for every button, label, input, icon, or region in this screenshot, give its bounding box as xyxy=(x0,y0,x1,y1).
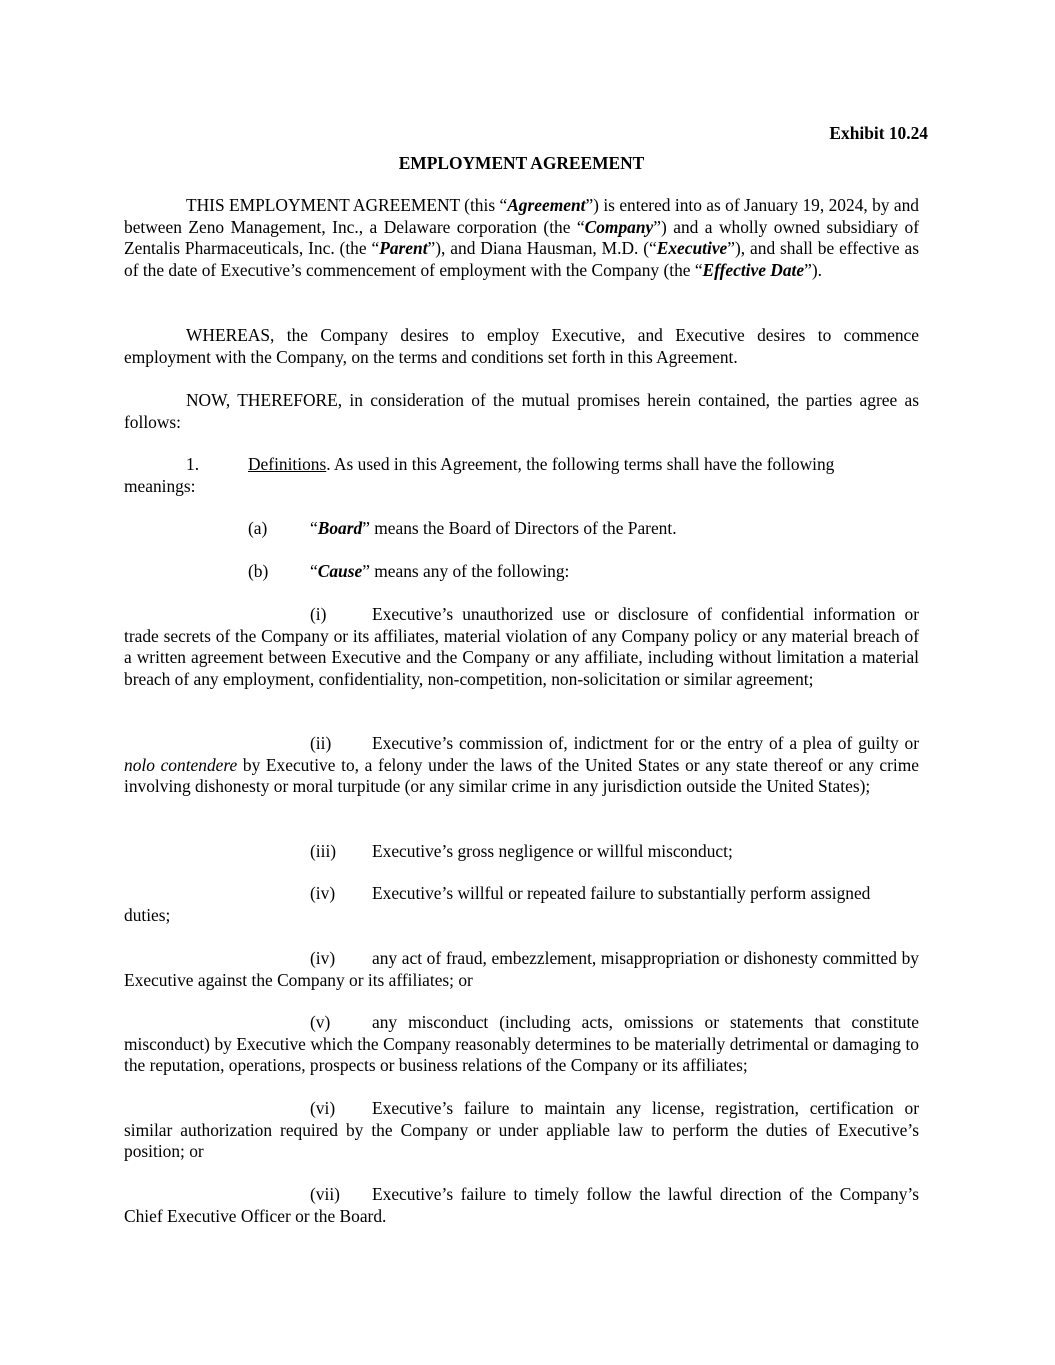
section-1-heading: Definitions xyxy=(248,454,327,474)
intro-text-3: ”) and a wholly owned subsidiary of Zentalis Pharmaceuticals, Inc. (the “ xyxy=(124,216,919,259)
term-board: Board xyxy=(317,518,363,538)
intro-text-5: ”), and shall be effective as of the date of Executive’s commencement of employment with the Company (the “ xyxy=(124,238,919,280)
section-1-text-cont: meanings: xyxy=(124,476,196,496)
def-b xyxy=(310,561,569,583)
def-b-open-quote: “ xyxy=(310,561,318,581)
cause-item-ii xyxy=(124,733,919,798)
cause-item-iv-a-text: Executive’s willful or repeated failure to substantially perform assigned xyxy=(372,883,871,903)
cause-item-iii-number: (iii) xyxy=(310,841,337,861)
cause-item-iv-a-number: (iv) xyxy=(310,883,336,903)
intro-text-6: ”). xyxy=(804,259,822,280)
term-effective-date: Effective Date xyxy=(702,259,805,280)
section-1-heading-line xyxy=(248,454,834,476)
term-cause: Cause xyxy=(317,561,363,581)
cause-item-iv-b-number: (iv) xyxy=(310,948,336,968)
intro-text-4: ”), and Diana Hausman, M.D. (“ xyxy=(427,238,657,259)
cause-item-ii-text-2: by Executive to, a felony under the laws of the United States or any state thereof or any crime involving dishonesty or moral turpitude (or any similar crime in any jurisdiction outside the United States); xyxy=(124,754,919,797)
now-therefore-paragraph: NOW, THEREFORE, in consideration of the mutual promises herein contained, the parties agree as follows: xyxy=(124,390,919,432)
cause-item-iv-b xyxy=(124,948,919,991)
def-a xyxy=(310,518,677,540)
cause-item-vii-text: Executive’s failure to timely follow the lawful direction of the Company’s Chief Executive Officer or the Board. xyxy=(124,1184,919,1226)
term-agreement: Agreement xyxy=(507,195,586,215)
def-b-text: ” means any of the following: xyxy=(362,561,570,581)
cause-item-v-text: any misconduct (including acts, omissions or statements that constitute misconduct) by Executive which the Company reasonably determines to be materially detrimental or damaging to the reputation, operations, prospects or business relations of the Company or its affiliates; xyxy=(124,1012,919,1076)
whereas-paragraph: WHEREAS, the Company desires to employ Executive, and Executive desires to commence employment with the Company, on the terms and conditions set forth in this Agreement. xyxy=(124,325,919,367)
cause-item-vi xyxy=(124,1098,919,1163)
cause-item-vi-number: (vi) xyxy=(310,1098,336,1118)
document-title: EMPLOYMENT AGREEMENT xyxy=(398,153,645,173)
cause-item-i xyxy=(124,604,919,690)
cause-item-ii-number: (ii) xyxy=(310,733,332,753)
exhibit-label: Exhibit 10.24 xyxy=(829,123,928,143)
cause-item-vii-number: (vii) xyxy=(310,1184,340,1204)
intro-text-2: ”) is entered into as of January 19, 2024, by and between Zeno Management, Inc., a Delaware corporation (the “ xyxy=(124,195,919,237)
cause-item-iv-a-text-cont: duties; xyxy=(124,905,171,925)
def-a-text: ” means the Board of Directors of the Parent. xyxy=(362,518,677,538)
intro-text-1: THIS EMPLOYMENT AGREEMENT (this “ xyxy=(186,195,508,215)
section-1-text: . As used in this Agreement, the following terms shall have the following xyxy=(326,454,835,474)
cause-item-v xyxy=(124,1012,919,1077)
cause-item-ii-text-1: Executive’s commission of, indictment for or the entry of a plea of guilty or xyxy=(372,733,919,753)
cause-item-i-text: Executive’s unauthorized use or disclosure of confidential information or trade secrets of the Company or its affiliates, material violation of any Company policy or any material breach of a written agreement between Executive and the Company or any affiliate, including without limitation a material breach of any employment, confidentiality, non-competition, non-solicitation or similar agreement; xyxy=(124,604,919,689)
section-1-number: 1. xyxy=(186,454,200,474)
cause-item-vii xyxy=(124,1184,919,1227)
cause-item-v-number: (v) xyxy=(310,1012,331,1032)
term-executive: Executive xyxy=(656,238,728,259)
cause-item-i-number: (i) xyxy=(310,604,327,624)
intro-paragraph xyxy=(124,195,919,281)
def-a-open-quote: “ xyxy=(310,518,318,538)
def-a-number: (a) xyxy=(248,518,268,538)
term-company: Company xyxy=(584,216,654,237)
def-b-number: (b) xyxy=(248,561,269,581)
term-parent: Parent xyxy=(379,238,428,259)
cause-item-iii-text: Executive’s gross negligence or willful misconduct; xyxy=(372,841,733,861)
cause-item-ii-latin: nolo contendere xyxy=(124,754,238,775)
cause-item-iv-b-text: any act of fraud, embezzlement, misappropriation or dishonesty committed by Executive against the Company or its affiliates; or xyxy=(124,948,919,990)
cause-item-vi-text: Executive’s failure to maintain any license, registration, certification or similar authorization required by the Company or under appliable law to perform the duties of Executive’s position; or xyxy=(124,1098,919,1162)
